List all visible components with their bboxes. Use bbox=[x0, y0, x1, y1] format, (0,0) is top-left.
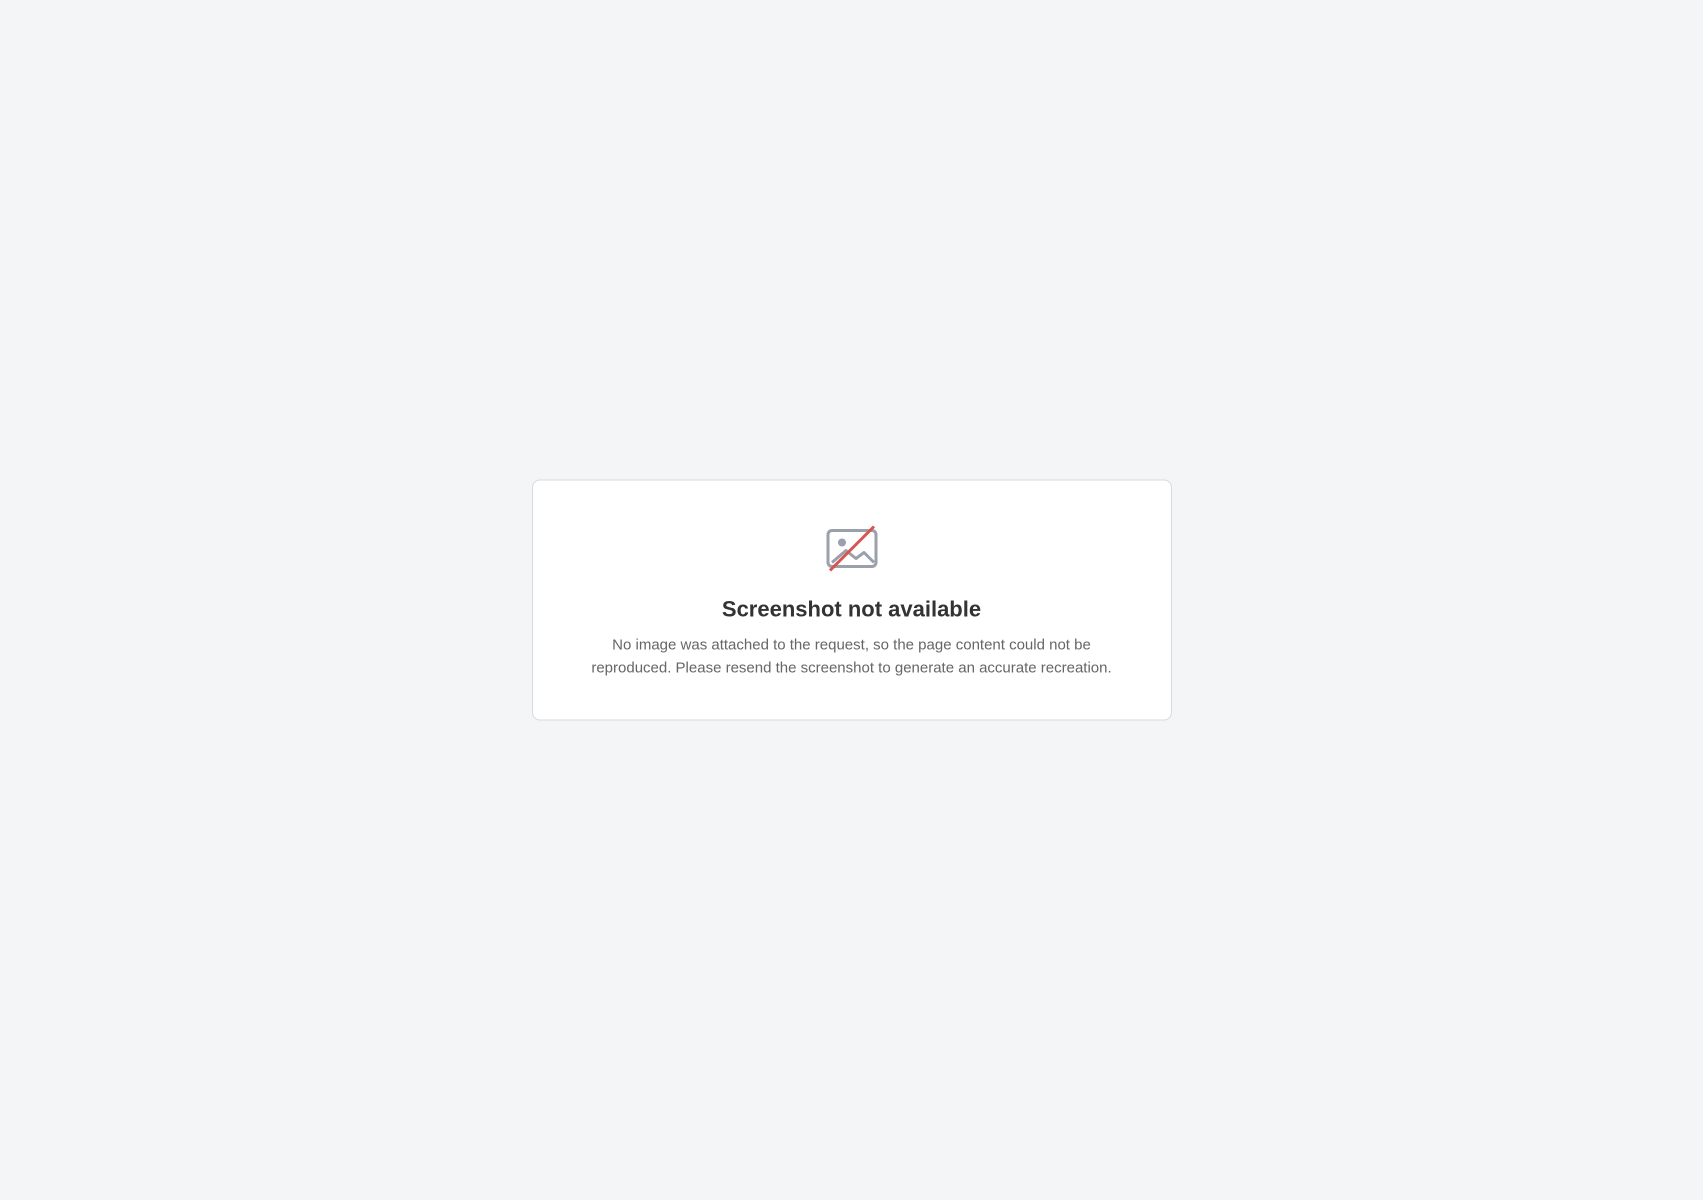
notice-title: Screenshot not available bbox=[721, 596, 982, 622]
missing-image-notice bbox=[532, 480, 1172, 721]
notice-message: No image was attached to the request, so the page content could not be reproduced. Please resend the screenshot to generate an accurate recreation. bbox=[591, 636, 1112, 676]
missing-image-icon bbox=[824, 521, 880, 577]
